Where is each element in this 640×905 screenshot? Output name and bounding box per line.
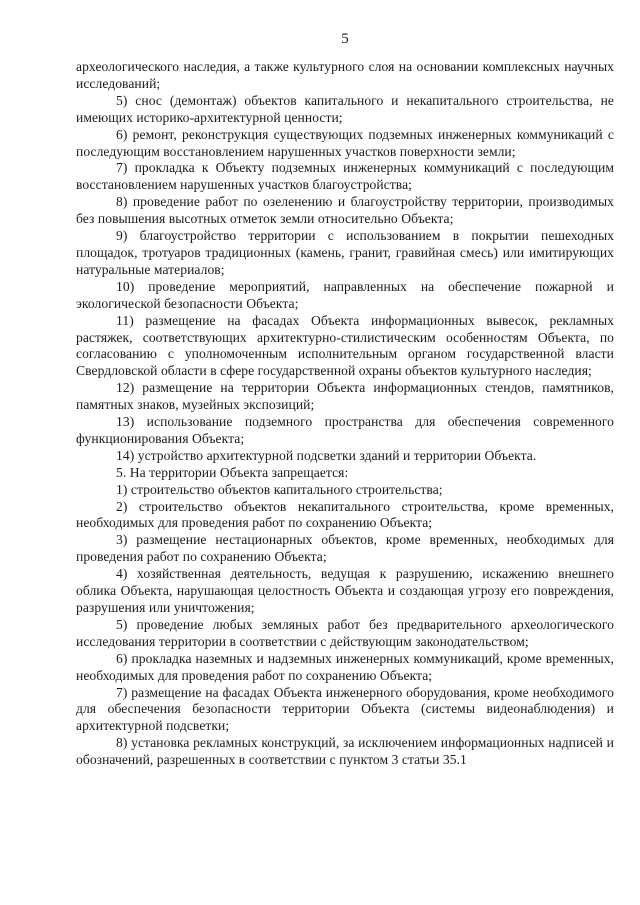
- paragraph-item-13: 13) использование подземного пространства для обеспечения современного функционирования Объекта;: [76, 414, 614, 446]
- prohibited-item-4: 4) хозяйственная деятельность, ведущая к разрушению, искажению внешнего облика Объекта, нарушающая целостность Объекта и создающая угрозу его повреждения, разрушения или уничтожения;: [76, 566, 614, 615]
- prohibited-item-7: 7) размещение на фасадах Объекта инженерного оборудования, кроме необходимого для обеспечения безопасности территории Объекта (системы видеонаблюдения) и архитектурной подсветки;: [76, 684, 614, 734]
- paragraph-item-12: 12) размещение на территории Объекта информационных стендов, памятников, памятных знаков, музейных экспозиций;: [76, 380, 614, 413]
- paragraph-item-11: 11) размещение на фасадах Объекта информационных вывесок, рекламных растяжек, соответствующих архитектурно-стилистическим особенностям Объекта, по согласованию с уполномоченным исполнительным органом государственной власти Свердловской области в сфере государственной охраны объектов культурного наследия;: [76, 312, 614, 379]
- paragraph-item-8: 8) проведение работ по озеленению и благоустройству территории, производимых без повышения высотных отметок земли относительно Объекта;: [76, 194, 614, 227]
- section-heading-5: 5. На территории Объекта запрещается:: [116, 464, 349, 480]
- paragraph-item-9: 9) благоустройство территории с использованием в покрытии пешеходных площадок, тротуаров традиционных (камень, гранит, гравийная смесь) или имитирующих натуральные материалов;: [76, 228, 614, 277]
- prohibited-item-3: 3) размещение нестационарных объектов, кроме временных, необходимых для проведения работ по сохранению Объекта;: [76, 532, 614, 565]
- paragraph-item-10: 10) проведение мероприятий, направленных на обеспечение пожарной и экологической безопасности Объекта;: [76, 278, 614, 311]
- prohibited-item-5: 5) проведение любых земляных работ без предварительного археологического исследования территории в соответствии с действующим законодательством;: [76, 616, 614, 649]
- paragraph-item-5: 5) снос (демонтаж) объектов капитального и некапитального строительства, не имеющих историко-архитектурной ценности;: [76, 92, 614, 125]
- paragraph-item-7: 7) прокладка к Объекту подземных инженерных коммуникаций с последующим восстановлением нарушенных участков благоустройства;: [76, 160, 614, 193]
- paragraph-item-6: 6) ремонт, реконструкция существующих подземных инженерных коммуникаций с последующим восстановлением нарушенных участков поверхности земли;: [76, 126, 614, 159]
- paragraph-continuation: археологического наследия, а также культурного слоя на основании комплексных научных исследований;: [76, 59, 614, 91]
- prohibited-item-1: 1) строительство объектов капитального строительства;: [116, 481, 443, 497]
- paragraph-item-14: 14) устройство архитектурной подсветки зданий и территории Объекта.: [116, 447, 537, 463]
- page-number: 5: [341, 31, 349, 47]
- prohibited-item-2: 2) строительство объектов некапитального строительства, кроме временных, необходимых для проведения работ по сохранению Объекта;: [76, 498, 614, 531]
- prohibited-item-6: 6) прокладка наземных и надземных инженерных коммуникаций, кроме временных, необходимых для проведения работ по сохранению Объекта;: [76, 650, 614, 683]
- prohibited-item-8: 8) установка рекламных конструкций, за исключением информационных надписей и обозначений, разрешенных в соответствии с пунктом 3 статьи 35.1: [76, 735, 614, 768]
